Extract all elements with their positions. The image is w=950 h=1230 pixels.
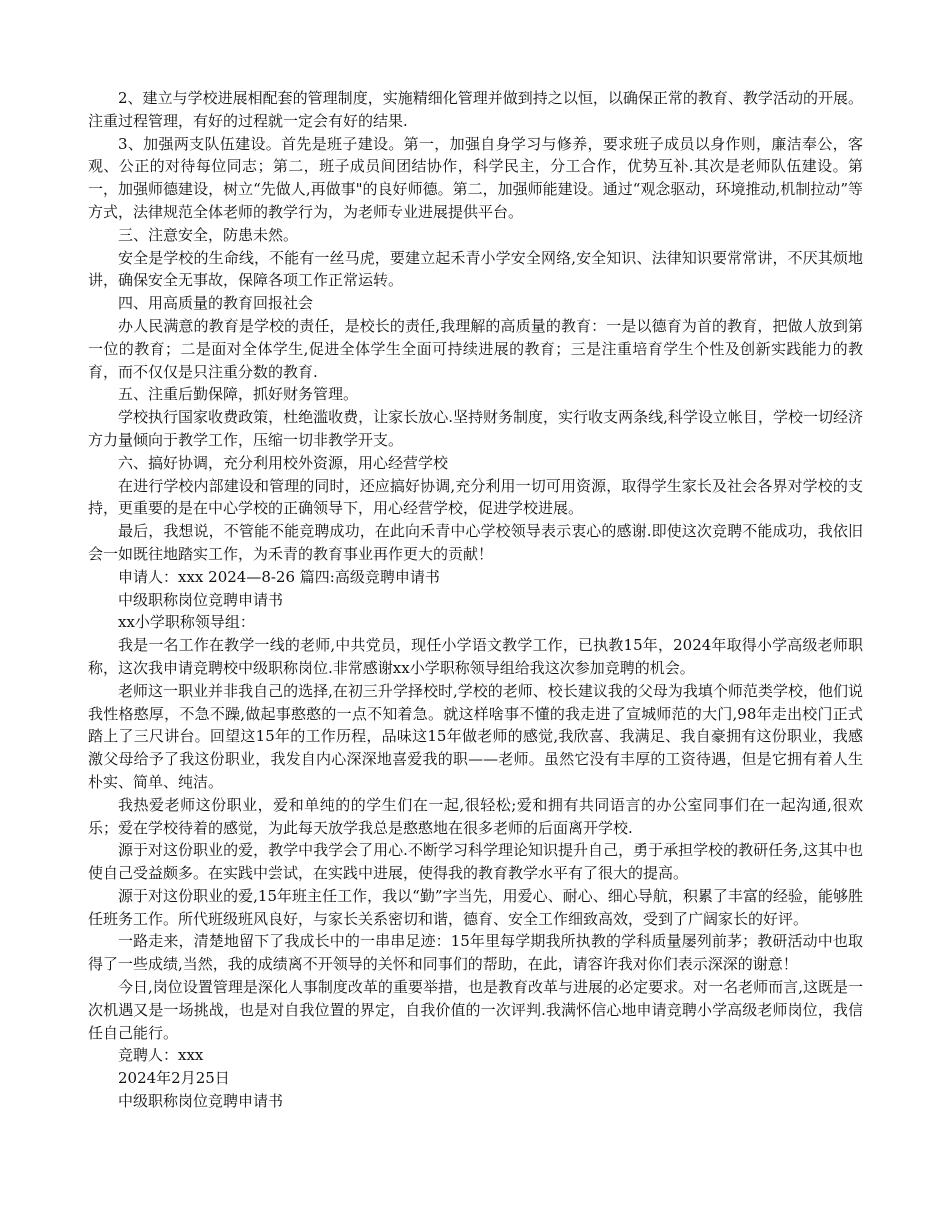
paragraph-quality-education: 办人民满意的教育是学校的责任，是校长的责任,我理解的高质量的教育：一是以德育为首的教育，把做人放到第一位的教育；二是面对全体学生,促进全体学生全面可持续进展的教育；三是注重培育学生个性及创新实践能力的教育，而不仅仅是只注重分数的教育. [88,316,863,381]
document-body [88,87,863,1113]
heading-coordination: 六、搞好协调，充分利用校外资源，用心经营学校 [118,453,449,472]
section-title: 中级职称岗位竞聘申请书 [118,590,284,609]
heading-quality-education: 四、用高质量的教育回报社会 [118,294,314,313]
paragraph-closing: 最后，我想说，不管能不能竞聘成功，在此向禾青中心学校领导表示衷心的感谢.即使这次竞聘不能成功，我依旧会一如既往地踏实工作，为禾青的教育事业再作更大的贡献！ [88,522,863,563]
signature-date: 2024年2月25日 [118,1069,230,1088]
paragraph-reform: 今日,岗位设置管理是深化人事制度改革的重要举措，也是教育改革与进展的必定要求。对一名老师而言,这既是一次机遇又是一场挑战，也是对自我位置的界定，自我价值的一次评判.我满怀信心地申请竞聘小学高级老师岗位，我信任自己能行。 [88,978,863,1042]
applicant-line: 申请人：xxx 2024—8-26 篇四:高级竞聘申请书 [118,567,440,586]
paragraph-achievements: 一路走来，清楚地留下了我成长中的一串串足迹：15年里每学期我所执教的学科质量屡列前茅；教研活动中也取得了一些成绩,当然，我的成绩离不开领导的关怀和同事们的帮助，在此，请容许我对你们表示深深的谢意！ [88,932,863,974]
paragraph-love-job: 我热爱老师这份职业，爱和单纯的的学生们在一起,很轻松;爱和拥有共同语言的办公室同事们在一起沟通,很欢乐；爱在学校待着的感觉，为此每天放学我总是憨憨地在很多老师的后面离开学校. [88,795,863,837]
paragraph-finance: 学校执行国家收费政策，杜绝滥收费，让家长放心.坚持财务制度，实行收支两条线,科学设立帐目，学校一切经济方力量倾向于教学工作，压缩一切非教学开支。 [88,408,863,449]
heading-logistics: 五、注重后勤保障，抓好财务管理。 [118,385,359,404]
salutation: xx小学职称领导组： [118,613,255,632]
paragraph-coordination: 在进行学校内部建设和管理的同时，还应搞好协调,充分利用一切可用资源，取得学生家长及社会各界对学校的支持，更重要的是在中心学校的正确领导下，用心经营学校，促进学校进展。 [88,476,863,518]
heading-safety: 三、注意安全，防患未然。 [118,225,299,244]
paragraph-management-system: 2、建立与学校进展相配套的管理制度，实施精细化管理并做到持之以恒，以确保正常的教育、教学活动的开展。注重过程管理，有好的过程就一定会有好的结果. [88,89,863,130]
paragraph-class-teacher: 源于对这份职业的爱,15年班主任工作，我以“勤”字当先，用爱心、耐心、细心导航，积累了丰富的经验，能够胜任班务工作。所代班级班风良好，与家长关系密切和谐，德育、安全工作细致高效，受到了广阔家长的好评。 [88,886,863,928]
paragraph-intro: 我是一名工作在教学一线的老师,中共党员，现任小学语文教学工作，已执教15年，2024年取得小学高级老师职称，这次我申请竞聘校中级职称岗位.非常感谢xx小学职称领导组给我这次参加竞聘的机会。 [88,636,863,677]
next-section-title: 中级职称岗位竞聘申请书 [118,1092,284,1111]
paragraph-team-building: 3、加强两支队伍建设。首先是班子建设。第一，加强自身学习与修养，要求班子成员以身作则，廉洁奉公，客观、公正的对待每位同志；第二，班子成员间团结协作，科学民主，分工合作，优势互补.其次是老师队伍建设。第一，加强师德建设，树立“先做人,再做事"的良好师德。第二，加强师能建设。通过“观念驱动，环境推动,机制拉动”等方式，法律规范全体老师的教学行为，为老师专业进展提供平台。 [88,134,863,221]
paragraph-career-choice: 老师这一职业并非我自己的选择,在初三升学择校时,学校的老师、校长建议我的父母为我填个师范类学校，他们说我性格憨厚，不急不躁,做起事憨憨的一点不知着急。就这样啥事不懂的我走进了宣城师范的大门,98年走出校门正式踏上了三尺讲台。回望这15年的工作历程，品味这15年做老师的感觉,我欣喜、我满足、我自豪拥有这份职业，我感激父母给予了我这份职业，我发自内心深深地喜爱我的职——老师。虽然它没有丰厚的工资待遇，但是它拥有着人生朴实、简单、纯洁。 [88,681,863,791]
signature-name: 竞聘人：xxx [118,1046,204,1065]
paragraph-safety: 安全是学校的生命线，不能有一丝马虎，要建立起禾青小学安全网络,安全知识、法律知识要常常讲，不厌其烦地讲，确保安全无事故，保障各项工作正常运转。 [88,248,863,290]
paragraph-teaching: 源于对这份职业的爱，教学中我学会了用心.不断学习科学理论知识提升自己，勇于承担学校的教研任务,这其中也使自己受益颇多。在实践中尝试，在实践中进展，使得我的教育教学水平有了很大的提高。 [88,841,863,883]
